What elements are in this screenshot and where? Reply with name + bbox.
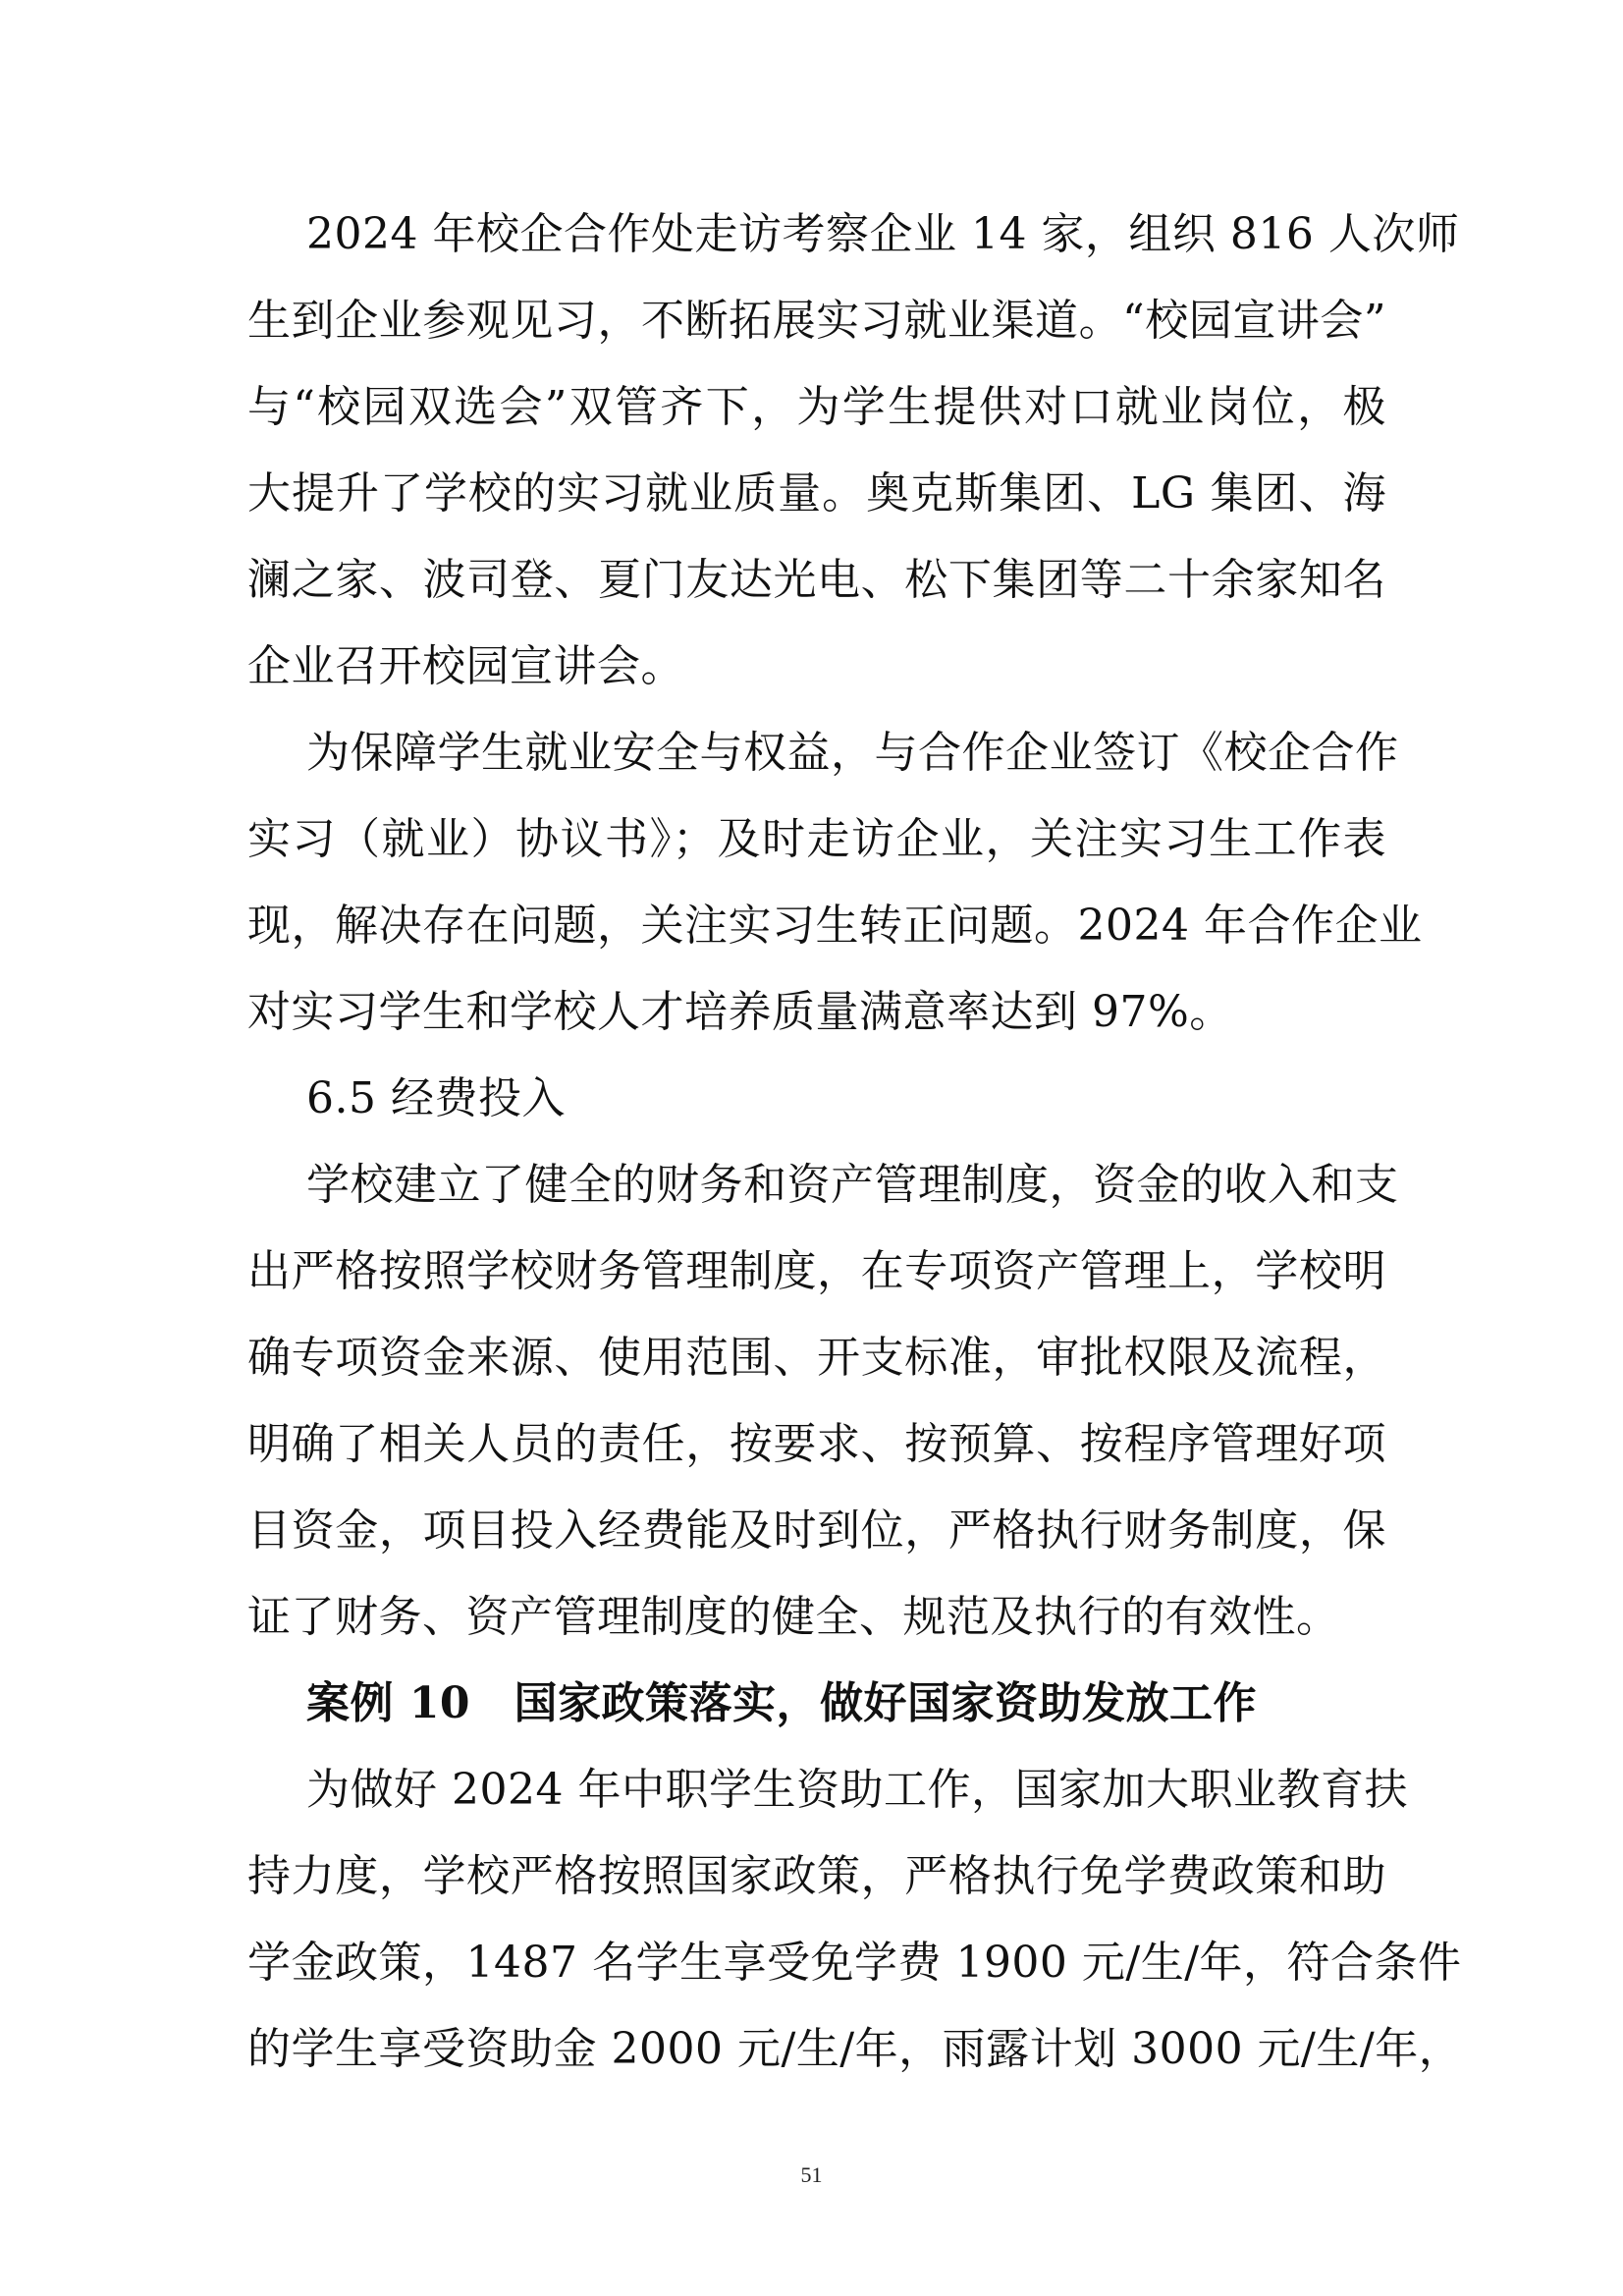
text-line: 目资金，项目投入经费能及时到位，严格执行财务制度，保 xyxy=(247,1505,1386,1556)
text-line: 明确了相关人员的责任，按要求、按预算、按程序管理好项 xyxy=(247,1419,1386,1469)
page-number: 51 xyxy=(800,2162,823,2187)
text-line: 实习（就业）协议书》；及时走访企业，关注实习生工作表 xyxy=(247,814,1386,864)
text-line: 2024 年校企合作处走访考察企业 14 家，组织 816 人次师 xyxy=(306,209,1460,259)
text-line: 证了财务、资产管理制度的健全、规范及执行的有效性。 xyxy=(247,1592,1340,1642)
body-text xyxy=(247,191,1463,2093)
text-line: 对实习学生和学校人才培养质量满意率达到 97%。 xyxy=(247,987,1233,1037)
text-line: 与“校园双选会”双管齐下，为学生提供对口就业岗位，极 xyxy=(247,382,1386,432)
text-line: 出严格按照学校财务管理制度，在专项资产管理上，学校明 xyxy=(247,1246,1386,1296)
text-line: 现，解决存在问题，关注实习生转正问题。2024 年合作企业 xyxy=(247,901,1423,951)
text-line: 确专项资金来源、使用范围、开支标准，审批权限及流程， xyxy=(247,1333,1386,1383)
text-line: 澜之家、波司登、夏门友达光电、松下集团等二十余家知名 xyxy=(247,555,1386,605)
case-heading: 案例 10 国家政策落实，做好国家资助发放工作 xyxy=(306,1678,1258,1728)
section-heading: 6.5 经费投入 xyxy=(306,1073,566,1123)
text-line: 为保障学生就业安全与权益，与合作企业签订《校企合作 xyxy=(306,728,1399,778)
text-line: 生到企业参观见习，不断拓展实习就业渠道。“校园宣讲会” xyxy=(247,296,1386,346)
text-line: 的学生享受资助金 2000 元/生/年，雨露计划 3000 元/生/年， xyxy=(247,2024,1463,2074)
text-line: 学校建立了健全的财务和资产管理制度，资金的收入和支 xyxy=(306,1160,1399,1210)
text-line: 持力度，学校严格按照国家政策，严格执行免学费政策和助 xyxy=(247,1851,1386,1901)
text-line: 企业召开校园宣讲会。 xyxy=(247,641,684,691)
text-line: 为做好 2024 年中职学生资助工作，国家加大职业教育扶 xyxy=(306,1765,1408,1815)
text-line: 大提升了学校的实习就业质量。奥克斯集团、LG 集团、海 xyxy=(247,468,1386,519)
text-line: 学金政策，1487 名学生享受免学费 1900 元/生/年，符合条件 xyxy=(247,1938,1462,1988)
